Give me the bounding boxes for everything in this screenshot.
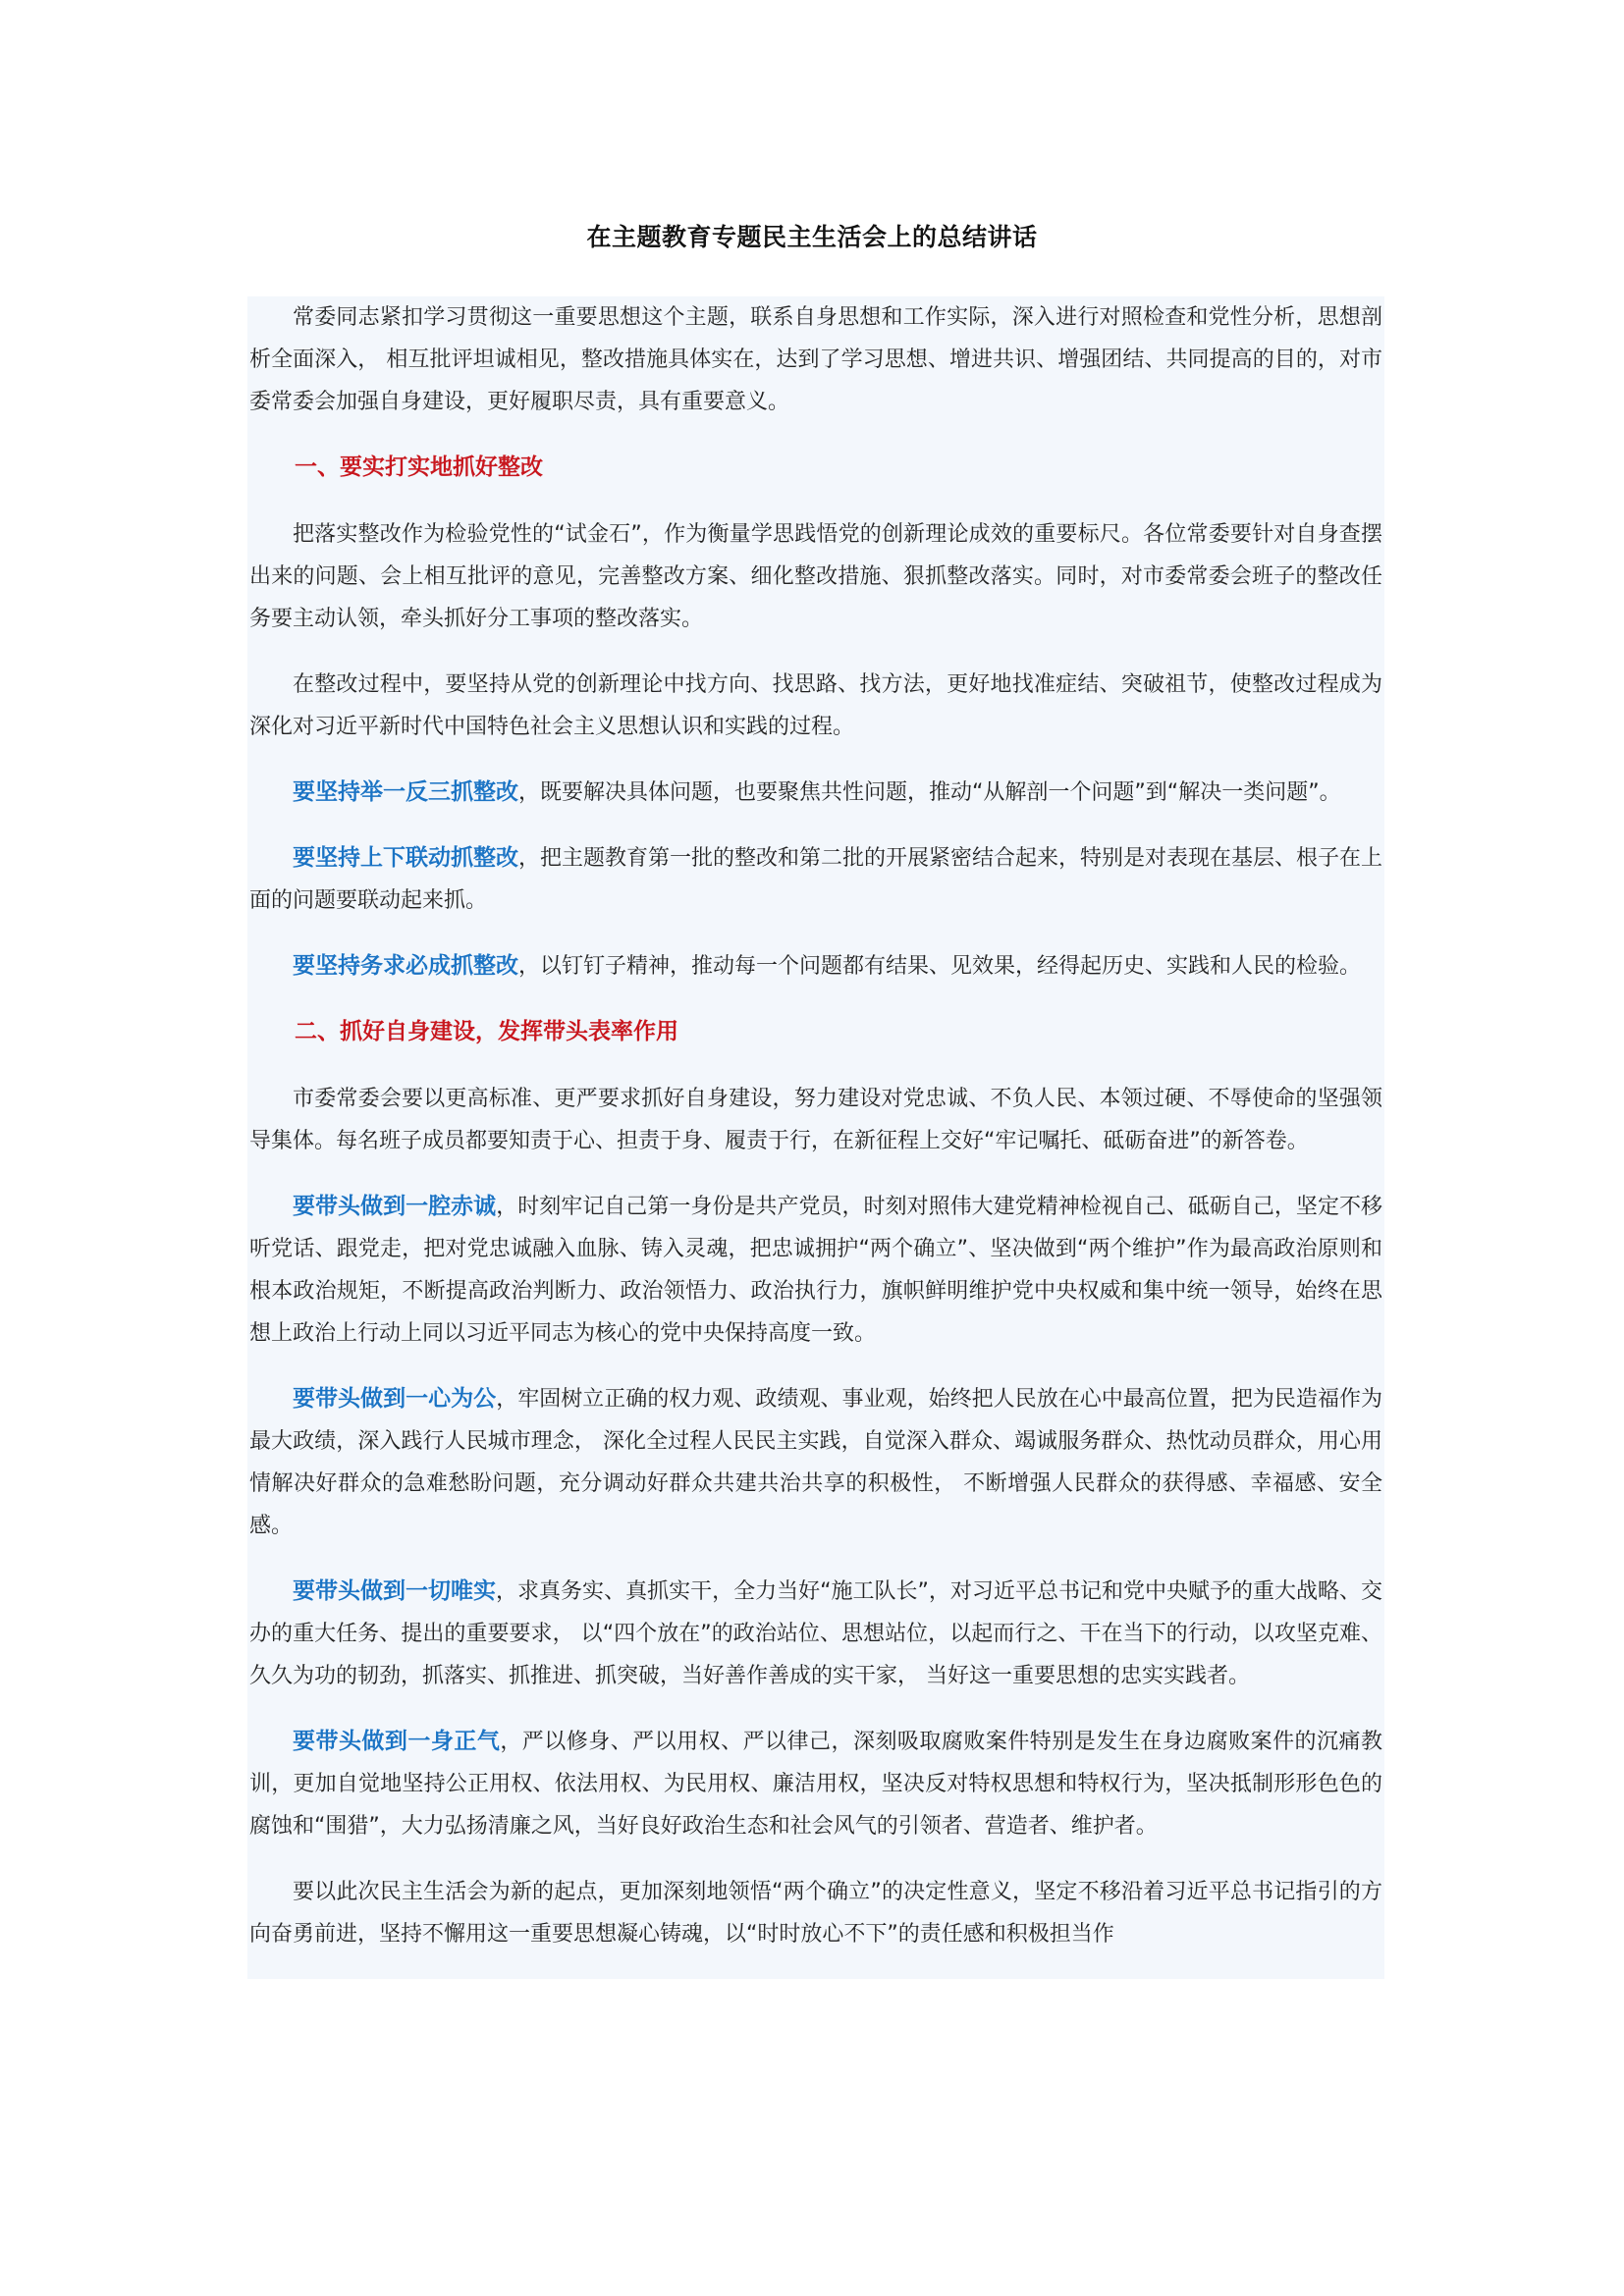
lead-phrase: 要坚持上下联动抓整改 xyxy=(293,845,518,871)
lead-paragraph xyxy=(249,1378,1382,1547)
lead-body-text: ，牢固树立正确的权力观、政绩观、事业观，始终把人民放在心中最高位置，把为民造福作为最大政绩，深入践行人民城市理念， 深化全过程人民民主实践，自觉深入群众、竭诚服务群众、热忱动员群众，用心用情解决好群众的急难愁盼问题，充分调动好群众共建共治共享的积极性， 不断增强人民群众的获得感、幸福感、安全感。 xyxy=(249,1387,1382,1538)
body-paragraph: 在整改过程中，要坚持从党的创新理论中找方向、找思路、找方法，更好地找准症结、突破祖节，使整改过程成为深化对习近平新时代中国特色社会主义思想认识和实践的过程。 xyxy=(249,672,1382,739)
lead-paragraph xyxy=(249,945,1382,988)
lead-paragraph xyxy=(249,837,1382,922)
lead-phrase: 要带头做到一腔赤诚 xyxy=(293,1194,497,1219)
lead-paragraph xyxy=(249,1721,1382,1847)
lead-phrase: 要带头做到一切唯实 xyxy=(293,1578,497,1604)
body-paragraph: 市委常委会要以更高标准、更严要求抓好自身建设，努力建设对党忠诚、不负人民、本领过硬、不辱使命的坚强领导集体。每名班子成员都要知责于心、担责于身、履责于行，在新征程上交好“牢记嘱托、砥砺奋进”的新答卷。 xyxy=(249,1087,1382,1153)
lead-body-text: ，把主题教育第一批的整改和第二批的开展紧密结合起来，特别是对表现在基层、根子在上面的问题要联动起来抓。 xyxy=(249,846,1383,913)
lead-body-text: ，严以修身、严以用权、严以律己，深刻吸取腐败案件特别是发生在身边腐败案件的沉痛教训，更加自觉地坚持公正用权、依法用权、为民用权、廉洁用权，坚决反对特权思想和特权行为，坚决抵制形形色色的腐蚀和“围猎”，大力弘扬清廉之风，当好良好政治生态和社会风气的引领者、营造者、维护者。 xyxy=(249,1730,1382,1839)
lead-phrase: 要坚持举一反三抓整改 xyxy=(293,779,518,805)
lead-phrase: 要带头做到一心为公 xyxy=(293,1386,497,1412)
lead-paragraph xyxy=(249,1186,1382,1355)
lead-phrase: 要坚持务求必成抓整改 xyxy=(293,953,518,979)
lead-phrase: 要带头做到一身正气 xyxy=(293,1729,501,1754)
section-heading: 一、要实打实地抓好整改 xyxy=(295,454,543,480)
lead-body-text: ，求真务实、真抓实干，全力当好“施工队长”，对习近平总书记和党中央赋予的重大战略、交办的重大任务、提出的重要要求， 以“四个放在”的政治站位、思想站位，以起而行之、干在当下的行动，以攻坚克难、久久为功的韧劲，抓落实、抓推进、抓突破，当好善作善成的实干家， 当好这一重要思想的忠实实践者。 xyxy=(249,1579,1382,1688)
body-paragraph: 把落实整改作为检验党性的“试金石”，作为衡量学思践悟党的创新理论成效的重要标尺。各位常委要针对自身查摆出来的问题、会上相互批评的意见，完善整改方案、细化整改措施、狠抓整改落实。同时，对市委常委会班子的整改任务要主动认领，牵头抓好分工事项的整改落实。 xyxy=(249,522,1382,631)
document-body xyxy=(247,296,1384,1979)
body-paragraph: 要以此次民主生活会为新的起点，更加深刻地领悟“两个确立”的决定性意义，坚定不移沿着习近平总书记指引的方向奋勇前进，坚持不懈用这一重要思想凝心铸魂，以“时时放心不下”的责任感和积极担当作 xyxy=(249,1880,1382,1947)
lead-paragraph xyxy=(249,1571,1382,1697)
lead-paragraph xyxy=(249,772,1382,814)
lead-body-text: ，以钉钉子精神，推动每一个问题都有结果、见效果，经得起历史、实践和人民的检验。 xyxy=(518,954,1362,979)
body-paragraph: 常委同志紧扣学习贯彻这一重要思想这个主题，联系自身思想和工作实际，深入进行对照检查和党性分析，思想剖析全面深入， 相互批评坦诚相见，整改措施具体实在，达到了学习思想、增进共识、增强团结、共同提高的目的，对市委常委会加强自身建设，更好履职尽责，具有重要意义。 xyxy=(249,305,1382,414)
section-heading: 二、抓好自身建设，发挥带头表率作用 xyxy=(295,1019,678,1044)
lead-body-text: ，时刻牢记自己第一身份是共产党员，时刻对照伟大建党精神检视自己、砥砺自己，坚定不移听党话、跟党走，把对党忠诚融入血脉、铸入灵魂，把忠诚拥护“两个确立”、坚决做到“两个维护”作为最高政治原则和根本政治规矩，不断提高政治判断力、政治领悟力、政治执行力，旗帜鲜明维护党中央权威和集中统一领导，始终在思想上政治上行动上同以习近平同志为核心的党中央保持高度一致。 xyxy=(249,1195,1382,1346)
document-title: 在主题教育专题民主生活会上的总结讲话 xyxy=(586,223,1038,251)
lead-body-text: ，既要解决具体问题，也要聚焦共性问题，推动“从解剖一个问题”到“解决一类问题”。 xyxy=(518,780,1341,805)
